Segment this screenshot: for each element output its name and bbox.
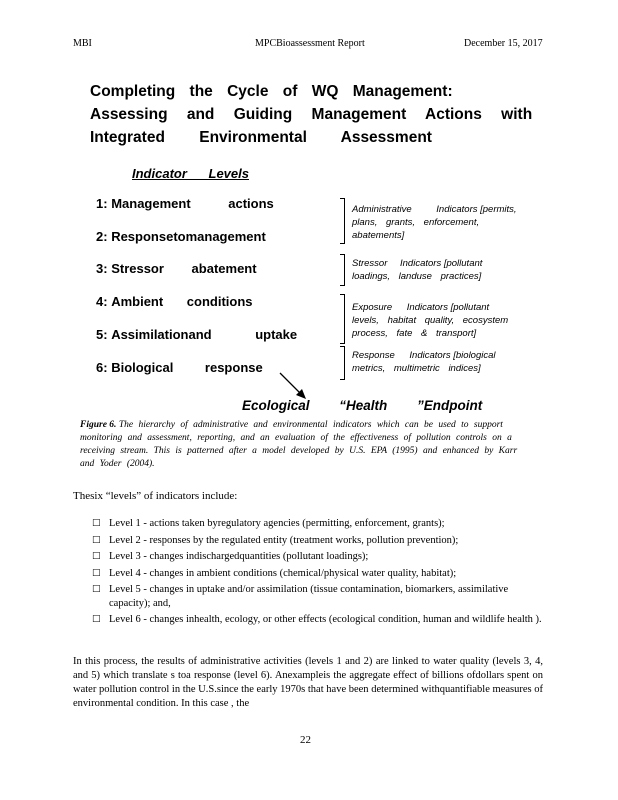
bracket-title: Administrative Indicators [352, 204, 478, 215]
level-label: Ambient conditions [111, 294, 253, 309]
stressor-indicators-text [352, 257, 522, 283]
levels-list [92, 517, 542, 630]
bracket-title: Response Indicators [352, 350, 451, 361]
level-number: 6: [96, 360, 108, 375]
bracket-body: [pollutant loadings, landuse practices] [352, 258, 483, 282]
level-1 [96, 196, 274, 211]
level-4 [96, 294, 253, 309]
bracket-administrative [340, 198, 345, 244]
bracket-body: [permits, plans, grants, enforcement, abatements] [352, 204, 517, 241]
checkbox-bullet-icon: □ [92, 518, 101, 528]
list-item [92, 517, 542, 531]
figure-caption [80, 419, 530, 471]
caption-text: The hierarchy of administrative and environmental indicators which can be used to support monitoring and assessment, reporting, and an evaluation of the effectiveness of pollution controls on a receiving stream. This is patterned after a model developed by U.S. EPA (1995) and enhanced by Karr and Yoder (2004). [80, 420, 518, 469]
bracket-title: Exposure Indicators [352, 302, 448, 313]
level-number: 3: [96, 261, 108, 276]
checkbox-bullet-icon: □ [92, 567, 101, 578]
exposure-indicators-text [352, 301, 522, 340]
figure-heading [90, 80, 533, 149]
indicator-levels-title: Indicator Levels [132, 166, 249, 181]
list-item-text: Level 5 - changes in uptake and/or assimilation (tissue contamination, biomarkers, assimilative capacity); and, [109, 584, 509, 609]
levels-intro: Thesix “levels” of indicators include: [73, 490, 238, 502]
list-item-text: Level 1 - actions taken byregulatory agencies (permitting, enforcement, grants); [109, 518, 445, 529]
level-label: Stressor abatement [111, 261, 257, 276]
bracket-body: [biological metrics, multimetric indices] [352, 350, 496, 374]
level-3 [96, 261, 257, 276]
bracket-stressor [340, 254, 345, 286]
list-item [92, 550, 542, 564]
level-5 [96, 327, 297, 342]
list-item [92, 567, 542, 581]
bracket-response [340, 346, 345, 380]
level-number: 1: [96, 196, 108, 211]
level-6 [96, 360, 263, 375]
header-center: MPCBioassessment Report [255, 38, 365, 49]
checkbox-bullet-icon: □ [92, 584, 101, 594]
response-indicators-text [352, 349, 522, 375]
bracket-body: [pollutant levels, habitat quality, ecosystem process, fate & transport] [352, 302, 509, 339]
checkbox-bullet-icon: □ [92, 551, 101, 561]
list-item-text: Level 2 - responses by the regulated entity (treatment works, pollution prevention); [109, 534, 459, 546]
bracket-exposure [340, 294, 345, 344]
level-label: Biological response [111, 360, 263, 375]
heading-line-1: Completing the Cycle of WQ Management: [90, 83, 453, 100]
checkbox-bullet-icon: □ [92, 614, 101, 624]
header-left: MBI [73, 38, 92, 49]
list-item [92, 534, 542, 548]
level-number: 2: [96, 229, 108, 244]
list-item [92, 583, 542, 610]
caption-label: Figure 6. [80, 420, 117, 430]
administrative-indicators-text [352, 203, 522, 242]
body-paragraph: In this process, the results of administrative activities (levels 1 and 2) are linked to water quality (levels 3, 4, and 5) which translate s toa response (level 6). Anexampleis the aggregate effect of billions ofdollars spent on water pollution control in the U.S.since the early 1970s that have been determined withquantifiable measures of environmental condition. In this case , the [73, 656, 543, 709]
ecological-health-endpoint: Ecological “Health ”Endpoint [242, 398, 483, 413]
level-label: Management actions [111, 196, 274, 211]
level-label: Responsetomanagement [111, 229, 266, 244]
level-number: 4: [96, 294, 108, 309]
header-date: December 15, 2017 [464, 38, 543, 49]
heading-line-2: Assessing and Guiding Management Actions with [90, 106, 533, 123]
list-item-text: Level 4 - changes in ambient conditions (chemical/physical water quality, habitat); [109, 567, 457, 579]
level-label: Assimilationand uptake [111, 327, 298, 342]
level-number: 5: [96, 327, 108, 342]
heading-line-3: Integrated Environmental Assessment [90, 129, 432, 146]
list-item-text: Level 3 - changes indischargedquantities (pollutant loadings); [109, 551, 369, 562]
list-item-text: Level 6 - changes inhealth, ecology, or other effects (ecological condition, human and wildlife health ). [109, 614, 542, 625]
list-item [92, 613, 542, 627]
level-2 [96, 229, 266, 244]
checkbox-bullet-icon: □ [92, 534, 101, 545]
page-number: 22 [300, 734, 311, 746]
bracket-title: Stressor Indicators [352, 258, 442, 269]
